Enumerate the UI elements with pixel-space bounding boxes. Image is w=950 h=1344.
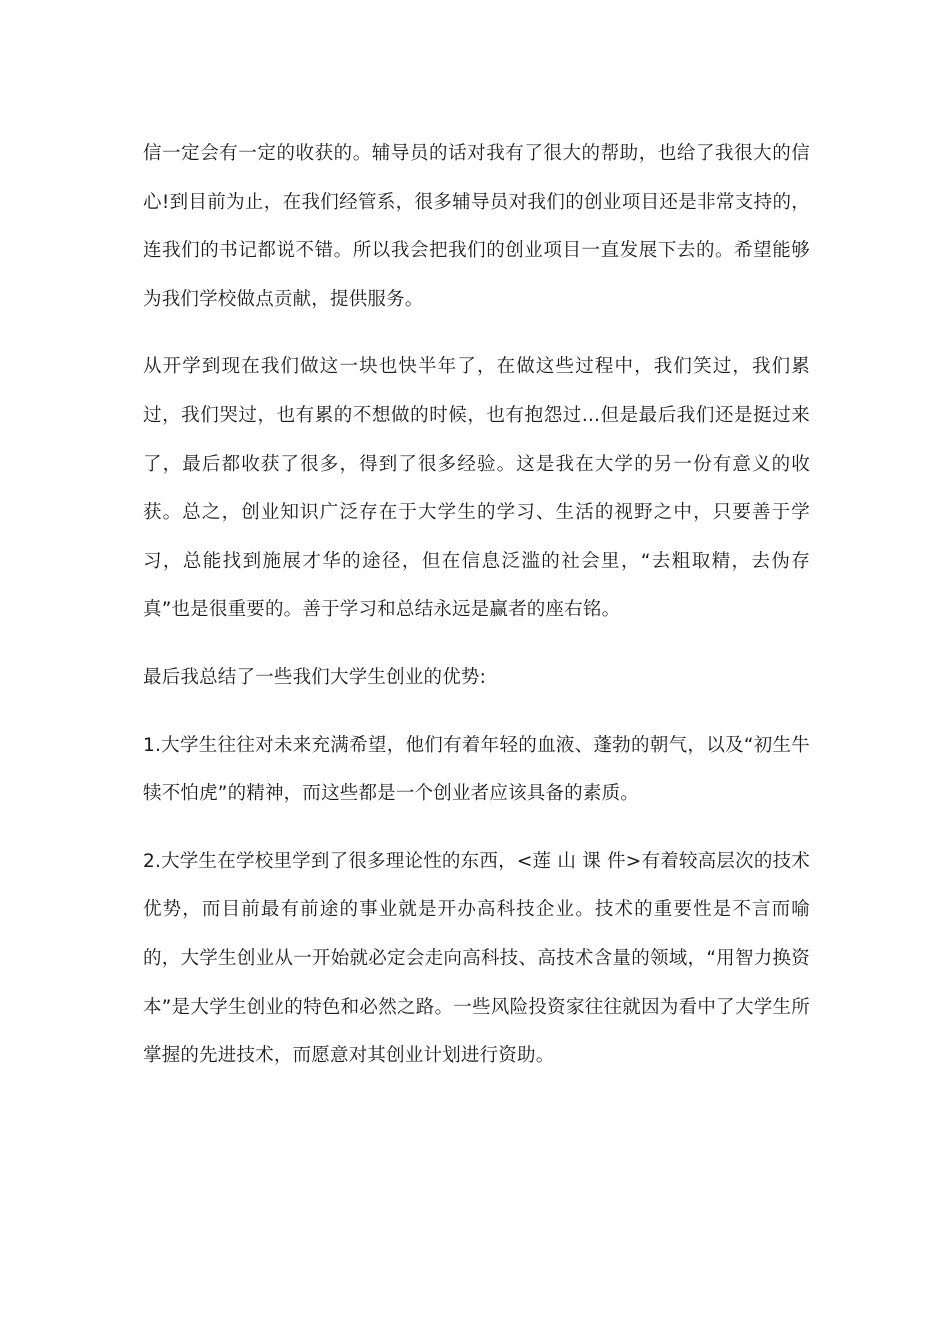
paragraph-half-year-experience: 从开学到现在我们做这一块也快半年了，在做这些过程中，我们笑过，我们累过，我们哭过，也有累的不想做的时候，也有抱怨过...但是最后我们还是挺过来了，最后都收获了很多，得到了很多经验。这是我在大学的另一份有意义的收获。总之，创业知识广泛存在于大学生的学习、生活的视野之中，只要善于学习，总能找到施展才华的途径，但在信息泛滥的社会里，“去粗取精，去伪存真”也是很重要的。善于学习和总结永远是赢者的座右铭。	[143, 356, 810, 621]
paragraph-advantages-intro: 最后我总结了一些我们大学生创业的优势:	[143, 666, 487, 688]
paragraph-advantage-2: 2.大学生在学校里学到了很多理论性的东西，<莲 山 课 件>有着较高层次的技术优势，而目前最有前途的事业就是开办高科技企业。技术的重要性是不言而喻的，大学生创业从一开始就必定会走向高科技、高技术含量的领域，“用智力换资本”是大学生创业的特色和必然之路。一些风险投资家往往就因为看中了大学生所掌握的先进技术，而愿意对其创业计划进行资助。	[143, 850, 810, 1067]
paragraph-counselor-support: 信一定会有一定的收获的。辅导员的话对我有了很大的帮助，也给了我很大的信心!到目前为止，在我们经管系，很多辅导员对我们的创业项目还是非常支持的，连我们的书记都说不错。所以我会把我们的创业项目一直发展下去的。希望能够为我们学校做点贡献，提供服务。	[143, 143, 810, 310]
paragraph-advantage-1: 1.大学生往往对未来充满希望，他们有着年轻的血液、蓬勃的朝气，以及“初生牛犊不怕虎”的精神，而这些都是一个创业者应该具备的素质。	[143, 734, 810, 805]
document-body	[143, 130, 810, 1100]
